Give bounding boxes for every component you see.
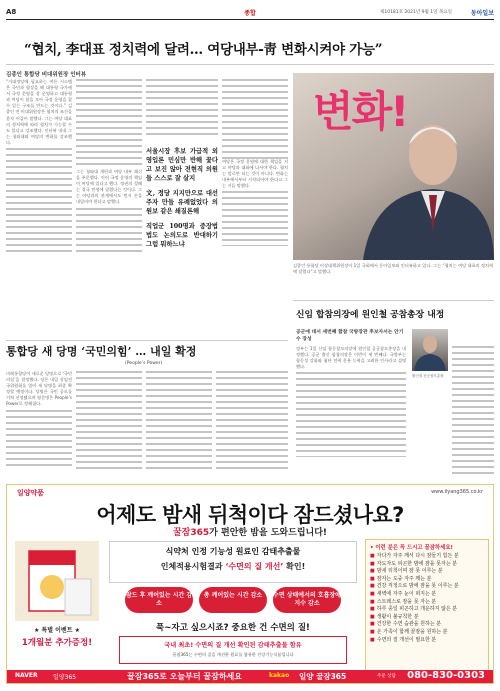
checklist-item-text: 새벽에 자주 눈이 떠지는 분 bbox=[376, 590, 437, 597]
ad-info-line-b: ‘수면의 질 개선’ bbox=[225, 562, 284, 571]
portrait-figure bbox=[412, 329, 448, 371]
checklist-item-text: 밤새 뒤척이며 잠 못 이루는 분 bbox=[376, 568, 443, 575]
event-badge-top: ★ 특별 이벤트 ★ bbox=[33, 627, 80, 634]
bottom-brand[interactable]: 일양365 bbox=[53, 674, 77, 681]
interview-lead: “거대정당에 필요하는 여론 시스템은 국민과 협상을 해 대통령 국가에서 국정 운영을 잘 운영하고 대통령과 여당이 힘을 모아 국정 운영을 할 수 있는 구조를 만드는 것이다.” 김종인 전 비대위원장은 협치의 조건을 묻자 이같이 말했다. 그는 여당 대표의 정치력에 따라 협치가 가능할 수도 있다고 강조했다. 인터뷰 내내 그는 청와대와 여당의 변화를 강조했다. bbox=[6, 79, 72, 145]
body-text-lines bbox=[296, 372, 406, 457]
benefit-pill: 총 깨어있는 시간 감소 bbox=[199, 587, 267, 613]
ad-subheadline bbox=[7, 525, 493, 538]
ad-cert-small: 꿀잠365는 수면의 질을 개선한 원료를 함유한 건강기능식품입니다 bbox=[172, 652, 294, 657]
checkbox-icon: ■ bbox=[370, 560, 375, 567]
naver-logo[interactable]: NAVER bbox=[15, 672, 38, 679]
ad-benefit-row bbox=[125, 587, 341, 615]
checklist-title: • 이런 분은 꼭 드시고 꿀잠하세요! bbox=[370, 545, 453, 551]
interview-col2-text: 그는 청와대 개편과 여당 내부 쇄신을 주문했다. 이어 국정 운영의 책임이 여당에 있다고 했다. 정권의 성패는 결국 민생에 달렸다는 것이다. 그는 야당과의 관계에서도 먼저 손을 내밀어야 한다고 말했다. bbox=[76, 169, 142, 205]
checklist-item-text: 자다가 자주 깨서 다시 잠들기 힘든 분 bbox=[376, 553, 459, 559]
checkbox-icon: ■ bbox=[370, 628, 375, 635]
article2-col2 bbox=[76, 371, 142, 471]
article3-photo bbox=[412, 329, 448, 371]
order-phone[interactable]: 080-830-0303 bbox=[407, 670, 485, 681]
pull-quote: 직업군 100명과 중장법 법도 논의도로 반대하기 그럼 뭐하느냐 bbox=[146, 223, 218, 248]
body-text-lines bbox=[6, 148, 72, 254]
interview-text-col1 bbox=[6, 79, 72, 254]
checkbox-icon: ■ bbox=[370, 636, 375, 643]
checklist-item-text: 수면의 질 개선이 필요한 분 bbox=[376, 636, 437, 643]
headline-divider bbox=[6, 64, 494, 65]
checkbox-icon: ■ bbox=[370, 598, 375, 605]
ad-cert-line: 국내 최초! 수면의 질 개선 확인된 감태추출물 함유 bbox=[164, 642, 302, 649]
article-divider bbox=[6, 340, 288, 341]
ad-url[interactable]: www.ilyang365.co.kr bbox=[431, 489, 483, 495]
photo-overlay-text: 변화! bbox=[313, 87, 408, 136]
checklist-item-text: 스트레스로 잠을 못 자는 분 bbox=[376, 598, 437, 605]
benefit-pill: 수면 상태에서의 호흡장애지수 감소 bbox=[273, 587, 341, 613]
ad-checklist bbox=[365, 539, 489, 671]
interview-text-col3 bbox=[146, 79, 218, 254]
ad-info-line-c: 확인! bbox=[286, 562, 306, 571]
article3-subtitle: 공군에 대서 세번째 합참 국방장관 후보자서는 안기수 장성 bbox=[296, 330, 404, 342]
body-text-lines bbox=[76, 79, 142, 169]
ad-info-box bbox=[109, 541, 357, 583]
checkbox-icon: ■ bbox=[370, 583, 375, 590]
ad-bottom-bar bbox=[7, 670, 493, 683]
ad-headline: 어제도 밤새 뒤척이다 잠드셨나요? bbox=[96, 503, 404, 527]
ad-info-line bbox=[110, 561, 356, 572]
body-text-lines bbox=[6, 410, 72, 470]
kakao-logo[interactable]: kakao bbox=[269, 672, 290, 679]
body-text-lines bbox=[222, 79, 288, 159]
interview-text-col4 bbox=[222, 79, 288, 254]
ad-info-line-a: 인체적용시험결과 bbox=[160, 562, 223, 571]
checkbox-icon: ■ bbox=[370, 553, 375, 559]
checklist-item bbox=[370, 591, 484, 599]
ad-mid-question: 푹~자고 싶으시죠? 중요한 건 수면의 질! bbox=[156, 623, 310, 633]
article-divider bbox=[293, 300, 494, 301]
checkbox-icon: ■ bbox=[370, 606, 375, 613]
ad-sub-brand: 꿀잠365 bbox=[172, 528, 210, 538]
article2-col1 bbox=[6, 371, 72, 471]
section-name: 종합 bbox=[244, 10, 256, 17]
article2-col4 bbox=[216, 371, 288, 471]
interview-photo bbox=[293, 73, 494, 260]
portrait-figure bbox=[293, 73, 494, 260]
pull-quotes bbox=[146, 147, 218, 249]
article2-text: 미래통합당이 새로운 당명으로 ‘국민의힘’을 결정했다. 당은 내일 상임전국위원회를 열어 새 당명을 최종 확정할 예정이다. 당명은 국민 공모를 거쳐 선정됐으며 영문명은 People’s Power로 정해졌다. bbox=[6, 371, 72, 407]
checklist-item bbox=[370, 606, 484, 614]
page-number: A8 bbox=[6, 8, 17, 16]
checklist-item-text: 잠자는 도중 자주 깨는 분 bbox=[376, 575, 432, 582]
main-headline: “협치, 李대표 정치력에 달려… 여당내부-靑 변화시켜야 가능” bbox=[24, 42, 383, 58]
article3-text: 정부는 1일 신임 합동참모의장에 원인철 공군참모총장을 내정했다. 공군 출신 합참의장은 이번이 세 번째다. 국방부는 합동성 강화와 첨단 전력 운용 능력을 고려한 인사라고 설명했다. bbox=[296, 346, 406, 370]
checkbox-icon: ■ bbox=[370, 621, 375, 628]
article3-col1 bbox=[296, 346, 406, 474]
checklist-item-text: 온 가족이 함께 꿀잠을 원하는 분 bbox=[376, 628, 448, 635]
checklist-item bbox=[370, 568, 484, 576]
checklist-item-text: 건강 걱정으로 밤에 잠을 못 이루는 분 bbox=[376, 583, 459, 590]
issue-date: 제10181호 2021년 9월 1일 목요일 bbox=[380, 10, 452, 15]
body-text-lines bbox=[222, 191, 288, 246]
checklist-item bbox=[370, 583, 484, 591]
bottom-slogan: 꿀잠365로 오늘부터 꿀잠하세요 bbox=[127, 672, 243, 681]
ad-event-badge[interactable] bbox=[17, 625, 97, 655]
article2-col3 bbox=[146, 371, 212, 471]
checklist-item bbox=[370, 637, 484, 645]
checkbox-icon: ■ bbox=[370, 590, 375, 597]
ad-sub-rest: 가 편안한 밤을 도와드립니다! bbox=[209, 528, 328, 538]
body-text-lines bbox=[76, 208, 142, 253]
advertisement[interactable] bbox=[6, 484, 494, 684]
body-text-lines bbox=[146, 79, 218, 139]
interview-byline: 김종인 통합당 비대위원장 인터뷰 bbox=[6, 72, 87, 78]
newspaper-brand: 동아일보 bbox=[470, 10, 494, 17]
checklist-item-text: 건강한 수면 습관을 원하는 분 bbox=[376, 621, 442, 628]
ad-product-image bbox=[15, 541, 99, 621]
order-label: 주문 상담 bbox=[377, 674, 396, 679]
pull-quote: 文, 정당 지지만으로 대선주자 만들 유례없었다 의원보 같은 쇄질론해 bbox=[146, 190, 218, 215]
article3-photo-caption: 원인철 공군참모총장 bbox=[412, 374, 444, 378]
ad-logo: 일양약품 bbox=[17, 489, 45, 497]
checklist-item-text: 하루 종일 피곤하고 개운하지 않은 분 bbox=[376, 606, 458, 613]
photo-caption: 김종인 통합당 비상대책위원장이 1일 국회에서 동아일보와 인터뷰하고 있다. 그는 “협치는 여당 대표의 정치력에 달렸다”고 말했다. bbox=[293, 263, 494, 274]
checklist-item-text: 생활이 불규칙한 분 bbox=[376, 613, 419, 620]
product-box-icon bbox=[15, 541, 99, 621]
checklist-item bbox=[370, 629, 484, 637]
checklist-item bbox=[370, 621, 484, 629]
checkbox-icon: ■ bbox=[370, 613, 375, 620]
article3-col2 bbox=[452, 346, 494, 474]
interview-text-col2 bbox=[76, 79, 142, 254]
ad-info-title: 식약처 인정 기능성 원료인 감태추출물 bbox=[165, 547, 301, 556]
interview-col4-text: 여당은 국정 운영에 대한 책임을 지고 야당과 대화에 나서야 한다. 협치는 말로만 되는 것이 아니다. 변화는 내부에서부터 시작되어야 한다고 그는 거듭 말했다. bbox=[222, 159, 288, 189]
checklist-item-text: 자도자도 피곤한 밤에 잠을 못자는 분 bbox=[376, 560, 458, 567]
article3-title: 신임 합참의장에 원인철 공참총장 내정 bbox=[296, 310, 445, 320]
bottom-brand-kakao[interactable]: 일양 꿀잠365 bbox=[299, 672, 347, 681]
checkbox-icon: ■ bbox=[370, 575, 375, 582]
checklist-item bbox=[370, 553, 484, 561]
ad-cert-box bbox=[119, 636, 347, 664]
event-badge-bottom: 1개월분 추가증정! bbox=[21, 638, 93, 648]
benefit-pill: 잠드 후 깨어있는 시간 감소 bbox=[125, 587, 193, 613]
ad-top-bar bbox=[7, 485, 493, 499]
page-header bbox=[6, 8, 494, 20]
article2-subtitle: (People’s Power) bbox=[125, 361, 163, 366]
pull-quote: 서울시장 후보 가급적 외 영입론 민심만 반해 꽃다고 보진 않아 전현직 의원들 스스로 잘 살지 bbox=[146, 148, 218, 182]
article2-title: 통합당 새 당명 ‘국민의힘’ … 내일 확정 bbox=[6, 345, 197, 358]
checkbox-icon: ■ bbox=[370, 568, 375, 575]
